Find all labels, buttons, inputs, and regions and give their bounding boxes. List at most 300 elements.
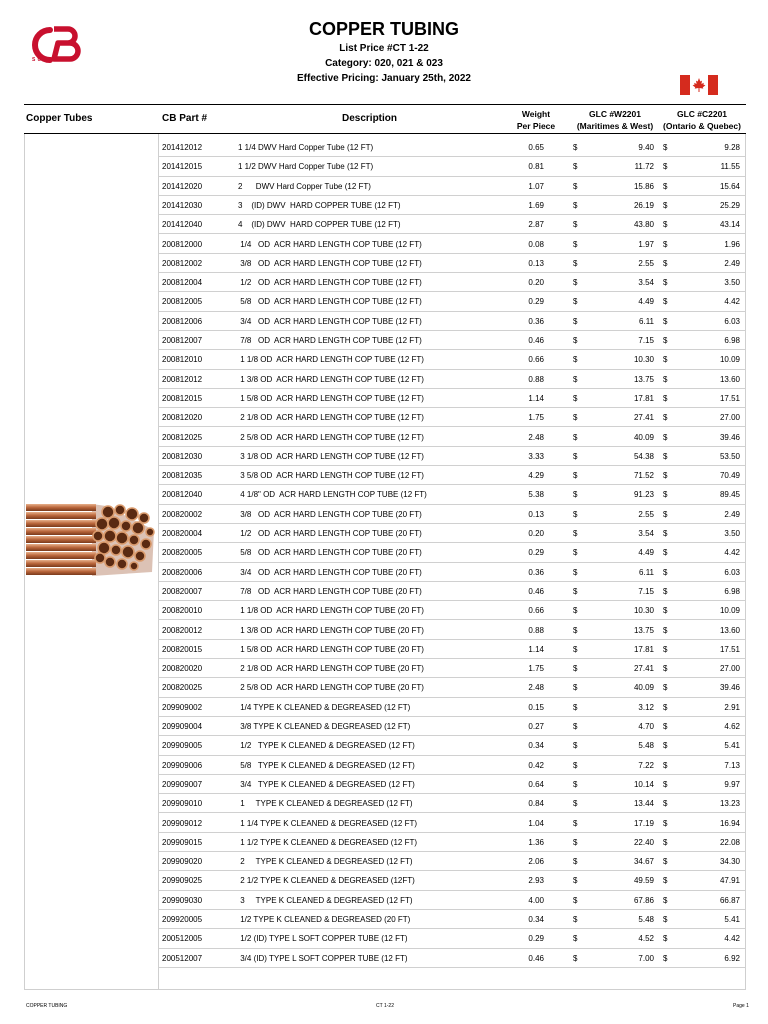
description: 5/8 OD ACR HARD LENGTH COP TUBE (12 FT) [238, 297, 422, 307]
part-number: 200812006 [162, 316, 203, 326]
table-row [0, 640, 768, 659]
currency-sign: $ [663, 413, 668, 423]
currency-sign: $ [573, 934, 578, 944]
weight: 0.29 [528, 548, 544, 558]
part-number: 209909015 [162, 837, 203, 847]
weight: 1.69 [528, 200, 544, 210]
price-west: 1.97 [638, 239, 654, 249]
price-east: 34.30 [719, 857, 740, 867]
column-group: Copper Tubes [26, 113, 93, 124]
table-row [0, 215, 768, 234]
price-east: 10.09 [719, 355, 740, 365]
currency-sign: $ [573, 355, 578, 365]
table-row [0, 814, 768, 833]
part-number: 201412015 [162, 162, 203, 172]
currency-sign: $ [663, 548, 668, 558]
weight: 0.65 [528, 143, 544, 152]
table-row [0, 389, 768, 408]
description: 1 3/8 OD ACR HARD LENGTH COP TUBE (12 FT) [238, 374, 424, 384]
price-west: 13.44 [633, 799, 654, 809]
price-west: 5.48 [638, 915, 654, 924]
currency-sign: $ [573, 432, 578, 442]
description: 1 1/8 OD ACR HARD LENGTH COP TUBE (12 FT) [238, 355, 424, 365]
weight: 0.20 [528, 278, 544, 288]
price-east: 6.03 [724, 316, 740, 326]
price-east: 5.41 [724, 915, 740, 924]
price-east: 4.42 [724, 934, 740, 944]
price-west: 5.48 [638, 741, 654, 751]
price-west: 49.59 [633, 876, 654, 886]
weight: 0.29 [528, 934, 544, 944]
price-east: 15.64 [719, 181, 740, 191]
price-east: 11.55 [720, 162, 740, 172]
price-east: 27.00 [719, 664, 740, 674]
part-number: 209909006 [162, 760, 203, 770]
weight: 0.36 [528, 567, 544, 577]
part-number: 200820010 [162, 606, 203, 616]
part-number: 200820025 [162, 683, 203, 693]
description: 3 1/8 OD ACR HARD LENGTH COP TUBE (12 FT) [238, 451, 424, 461]
price-east: 16.94 [719, 818, 740, 828]
currency-sign: $ [663, 239, 668, 249]
description: 1/4 TYPE K CLEANED & DEGREASED (12 FT) [238, 702, 411, 712]
currency-sign: $ [573, 857, 578, 867]
part-number: 209909025 [162, 876, 203, 886]
table-row [0, 196, 768, 215]
table-row [0, 485, 768, 504]
price-west: 6.11 [639, 567, 654, 577]
table-row [0, 505, 768, 524]
description: 1 5/8 OD ACR HARD LENGTH COP TUBE (12 FT) [238, 393, 424, 403]
part-number: 200812005 [162, 297, 203, 307]
part-number: 200812040 [162, 490, 203, 500]
description: 7/8 OD ACR HARD LENGTH COP TUBE (20 FT) [238, 586, 422, 596]
row-separator [158, 967, 746, 968]
currency-sign: $ [573, 722, 578, 731]
weight: 0.84 [528, 799, 544, 809]
weight: 2.48 [528, 432, 544, 442]
table-row [0, 292, 768, 311]
currency-sign: $ [573, 644, 578, 654]
price-east: 70.49 [719, 471, 740, 481]
part-number: 200812012 [162, 374, 203, 384]
description: 1/2 TYPE K CLEANED & DEGREASED (12 FT) [238, 741, 415, 751]
table-row [0, 736, 768, 755]
description: 1 1/4 DWV Hard Copper Tube (12 FT) [238, 143, 374, 152]
price-east: 25.29 [719, 200, 740, 210]
price-west: 17.81 [633, 393, 654, 403]
weight: 2.87 [528, 220, 544, 230]
weight: 0.20 [528, 529, 544, 538]
category-line: Category: 020, 021 & 023 [325, 58, 443, 69]
weight: 1.04 [528, 818, 544, 828]
weight: 0.15 [528, 702, 544, 712]
column-part: CB Part # [162, 113, 208, 124]
price-west: 71.52 [633, 471, 654, 481]
price-west: 7.22 [638, 760, 654, 770]
weight: 1.75 [528, 413, 544, 423]
part-number: 209909010 [162, 799, 203, 809]
price-east: 2.91 [724, 702, 740, 712]
price-west: 7.00 [638, 953, 654, 963]
currency-sign: $ [663, 799, 668, 809]
currency-sign: $ [573, 702, 578, 712]
description: 2 5/8 OD ACR HARD LENGTH COP TUBE (20 FT) [238, 683, 424, 693]
currency-sign: $ [573, 799, 578, 809]
price-east: 39.46 [719, 683, 740, 693]
price-west: 4.52 [638, 934, 654, 944]
currency-sign: $ [663, 297, 668, 307]
weight: 5.38 [528, 490, 544, 500]
currency-sign: $ [573, 143, 578, 152]
part-number: 200820020 [162, 664, 203, 674]
currency-sign: $ [663, 702, 668, 712]
price-east: 6.98 [724, 336, 740, 345]
currency-sign: $ [573, 239, 578, 249]
column-glc2-line1: GLC #C2201 [676, 109, 728, 119]
currency-sign: $ [573, 258, 578, 268]
weight: 0.64 [528, 779, 544, 789]
table-row [0, 312, 768, 331]
currency-sign: $ [663, 432, 668, 442]
price-east: 6.03 [724, 567, 740, 577]
price-west: 4.49 [638, 297, 654, 307]
price-east: 39.46 [719, 432, 740, 442]
price-west: 3.12 [638, 702, 654, 712]
weight: 1.07 [528, 181, 544, 191]
currency-sign: $ [663, 915, 668, 924]
weight: 1.75 [528, 664, 544, 674]
price-west: 3.54 [638, 529, 654, 538]
list-price: List Price #CT 1-22 [339, 43, 429, 54]
price-west: 13.75 [633, 374, 654, 384]
price-west: 7.15 [638, 586, 654, 596]
description: 1 1/8 OD ACR HARD LENGTH COP TUBE (20 FT) [238, 606, 424, 616]
table-row [0, 891, 768, 910]
currency-sign: $ [663, 760, 668, 770]
description: 2 TYPE K CLEANED & DEGREASED (12 FT) [238, 857, 413, 867]
part-number: 200812020 [162, 413, 203, 423]
description: 5/8 TYPE K CLEANED & DEGREASED (12 FT) [238, 760, 415, 770]
part-number: 209909007 [162, 779, 203, 789]
currency-sign: $ [573, 683, 578, 693]
table-row [0, 582, 768, 601]
currency-sign: $ [663, 278, 668, 288]
part-number: 209909002 [162, 702, 203, 712]
page-title: COPPER TUBING [308, 19, 459, 39]
description: 3/4 OD ACR HARD LENGTH COP TUBE (12 FT) [238, 316, 422, 326]
currency-sign: $ [663, 683, 668, 693]
currency-sign: $ [663, 625, 668, 635]
part-number: 200812002 [162, 258, 203, 268]
price-west: 4.70 [638, 722, 654, 731]
table-row [0, 524, 768, 543]
price-east: 9.28 [724, 143, 740, 152]
currency-sign: $ [573, 567, 578, 577]
logo-subtitle: SUPPLIES [32, 57, 75, 63]
currency-sign: $ [663, 953, 668, 963]
price-east: 22.08 [719, 837, 740, 847]
currency-sign: $ [573, 181, 578, 191]
price-east: 2.49 [724, 258, 740, 268]
currency-sign: $ [663, 722, 668, 731]
description: 1/2 (ID) TYPE L SOFT COPPER TUBE (12 FT) [238, 934, 408, 944]
price-west: 27.41 [633, 664, 654, 674]
header-top-rule [24, 104, 746, 105]
price-east: 4.62 [724, 722, 740, 731]
description: 4 (ID) DWV HARD COPPER TUBE (12 FT) [238, 220, 401, 230]
price-east: 13.23 [719, 799, 740, 809]
currency-sign: $ [573, 818, 578, 828]
price-west: 22.40 [633, 837, 654, 847]
currency-sign: $ [663, 895, 668, 905]
part-number: 200512005 [162, 934, 203, 944]
description: 1 1/2 TYPE K CLEANED & DEGREASED (12 FT) [238, 837, 418, 847]
table-row [0, 756, 768, 775]
header-bottom-rule [24, 133, 746, 134]
price-east: 6.98 [724, 586, 740, 596]
currency-sign: $ [663, 490, 668, 500]
price-west: 11.72 [634, 162, 654, 172]
currency-sign: $ [663, 664, 668, 674]
part-number: 200820007 [162, 586, 203, 596]
part-number: 209920005 [162, 915, 203, 924]
currency-sign: $ [663, 316, 668, 326]
description: 5/8 OD ACR HARD LENGTH COP TUBE (20 FT) [238, 548, 422, 558]
price-east: 13.60 [719, 374, 740, 384]
currency-sign: $ [663, 336, 668, 345]
weight: 3.33 [528, 451, 544, 461]
weight: 0.34 [528, 915, 544, 924]
weight: 0.81 [528, 162, 544, 172]
weight: 0.29 [528, 297, 544, 307]
column-weight [506, 108, 566, 132]
weight: 1.36 [528, 837, 544, 847]
description: 2 DWV Hard Copper Tube (12 FT) [238, 181, 371, 191]
column-glc-w2201 [570, 108, 660, 132]
currency-sign: $ [573, 509, 578, 519]
currency-sign: $ [573, 876, 578, 886]
weight: 0.46 [528, 336, 544, 345]
part-number: 200512007 [162, 953, 203, 963]
part-number: 200812015 [162, 393, 203, 403]
part-number: 200820005 [162, 548, 203, 558]
weight: 0.36 [528, 316, 544, 326]
currency-sign: $ [573, 316, 578, 326]
table-row [0, 659, 768, 678]
part-number: 209909030 [162, 895, 203, 905]
price-east: 17.51 [719, 393, 740, 403]
currency-sign: $ [573, 760, 578, 770]
currency-sign: $ [573, 779, 578, 789]
table-row [0, 717, 768, 736]
table-row [0, 563, 768, 582]
currency-sign: $ [573, 741, 578, 751]
price-west: 6.11 [639, 316, 654, 326]
weight: 0.08 [528, 239, 544, 249]
price-west: 43.80 [633, 220, 654, 230]
table-row [0, 698, 768, 717]
weight: 0.13 [528, 258, 544, 268]
price-east: 7.13 [724, 760, 740, 770]
weight: 1.14 [528, 644, 544, 654]
part-number: 201412020 [162, 181, 203, 191]
price-west: 13.75 [633, 625, 654, 635]
currency-sign: $ [663, 220, 668, 230]
currency-sign: $ [573, 336, 578, 345]
price-east: 2.49 [724, 509, 740, 519]
price-east: 43.14 [719, 220, 740, 230]
price-east: 89.45 [719, 490, 740, 500]
currency-sign: $ [663, 509, 668, 519]
currency-sign: $ [663, 162, 668, 172]
table-row [0, 794, 768, 813]
part-number: 209909012 [162, 818, 203, 828]
price-west: 34.67 [633, 857, 654, 867]
footer-left: COPPER TUBING [26, 1003, 68, 1009]
currency-sign: $ [573, 471, 578, 481]
price-west: 91.23 [633, 490, 654, 500]
price-east: 3.50 [724, 278, 740, 288]
table-bottom-rule [24, 989, 746, 990]
part-number: 200812030 [162, 451, 203, 461]
weight: 0.42 [528, 760, 544, 770]
currency-sign: $ [663, 393, 668, 403]
currency-sign: $ [573, 200, 578, 210]
column-glc-c2201 [660, 108, 744, 132]
currency-sign: $ [663, 143, 668, 152]
currency-sign: $ [573, 278, 578, 288]
price-west: 26.19 [633, 200, 654, 210]
weight: 0.88 [528, 374, 544, 384]
price-west: 9.40 [638, 143, 654, 152]
footer-page: Page 1 [733, 1003, 749, 1009]
description: 3/8 OD ACR HARD LENGTH COP TUBE (12 FT) [238, 258, 422, 268]
currency-sign: $ [663, 606, 668, 616]
weight: 0.13 [528, 509, 544, 519]
effective-date: Effective Pricing: January 25th, 2022 [297, 73, 471, 84]
weight: 4.00 [528, 895, 544, 905]
currency-sign: $ [663, 586, 668, 596]
canada-flag-icon [680, 75, 718, 95]
table-row [0, 775, 768, 794]
part-number: 200812035 [162, 471, 203, 481]
currency-sign: $ [573, 162, 578, 172]
description: 3/8 OD ACR HARD LENGTH COP TUBE (20 FT) [238, 509, 422, 519]
weight: 0.46 [528, 586, 544, 596]
price-west: 40.09 [633, 683, 654, 693]
currency-sign: $ [663, 451, 668, 461]
price-east: 1.96 [724, 239, 740, 249]
weight: 4.29 [528, 471, 544, 481]
description: 3/4 (ID) TYPE L SOFT COPPER TUBE (12 FT) [238, 953, 408, 963]
description: 2 1/8 OD ACR HARD LENGTH COP TUBE (12 FT) [238, 413, 424, 423]
currency-sign: $ [573, 837, 578, 847]
part-number: 200812004 [162, 278, 203, 288]
part-number: 200820004 [162, 529, 203, 538]
weight: 0.27 [528, 722, 544, 731]
description: 3 5/8 OD ACR HARD LENGTH COP TUBE (12 FT) [238, 471, 424, 481]
table-row [0, 331, 768, 350]
column-glc1-line1: GLC #W2201 [589, 109, 641, 119]
weight: 0.88 [528, 625, 544, 635]
currency-sign: $ [663, 741, 668, 751]
price-east: 4.42 [724, 548, 740, 558]
part-number: 200812010 [162, 355, 203, 365]
part-number: 201412030 [162, 200, 203, 210]
part-number: 201412040 [162, 220, 203, 230]
currency-sign: $ [663, 258, 668, 268]
currency-sign: $ [573, 451, 578, 461]
description: 1/2 TYPE K CLEANED & DEGREASED (20 FT) [238, 915, 411, 924]
price-east: 47.91 [719, 876, 740, 886]
table-row [0, 910, 768, 929]
table-row [0, 543, 768, 562]
currency-sign: $ [663, 200, 668, 210]
price-east: 3.50 [724, 529, 740, 538]
currency-sign: $ [573, 606, 578, 616]
table-row [0, 852, 768, 871]
currency-sign: $ [573, 220, 578, 230]
table-row [0, 235, 768, 254]
column-glc1-line2: (Maritimes & West) [576, 121, 654, 131]
currency-sign: $ [663, 818, 668, 828]
table-row [0, 273, 768, 292]
description: 3 (ID) DWV HARD COPPER TUBE (12 FT) [238, 200, 401, 210]
price-east: 27.00 [719, 413, 740, 423]
weight: 0.66 [528, 355, 544, 365]
table-row [0, 929, 768, 948]
table-row [0, 138, 768, 157]
price-east: 9.97 [724, 779, 740, 789]
description: 1 3/8 OD ACR HARD LENGTH COP TUBE (20 FT) [238, 625, 424, 635]
table-row [0, 833, 768, 852]
part-number: 200812007 [162, 336, 203, 345]
price-west: 4.49 [638, 548, 654, 558]
part-number: 200820002 [162, 509, 203, 519]
part-number: 201412012 [162, 143, 203, 152]
column-glc2-line2: (Ontario & Quebec) [663, 121, 741, 131]
part-number: 200812025 [162, 432, 203, 442]
table-row [0, 157, 768, 176]
weight: 2.93 [528, 876, 544, 886]
description: 1/2 OD ACR HARD LENGTH COP TUBE (20 FT) [238, 529, 422, 538]
description: 2 5/8 OD ACR HARD LENGTH COP TUBE (12 FT) [238, 432, 424, 442]
price-east: 6.92 [724, 953, 740, 963]
currency-sign: $ [663, 934, 668, 944]
table-row [0, 177, 768, 196]
price-west: 7.15 [638, 336, 654, 345]
weight: 1.14 [528, 393, 544, 403]
table-row [0, 466, 768, 485]
price-east: 5.41 [724, 741, 740, 751]
column-weight-line1: Weight [521, 109, 551, 119]
description: 2 1/8 OD ACR HARD LENGTH COP TUBE (20 FT) [238, 664, 424, 674]
currency-sign: $ [573, 664, 578, 674]
table-row [0, 621, 768, 640]
currency-sign: $ [573, 374, 578, 384]
footer-center: CT 1-22 [376, 1003, 394, 1009]
currency-sign: $ [663, 374, 668, 384]
price-west: 40.09 [633, 432, 654, 442]
description: 1 5/8 OD ACR HARD LENGTH COP TUBE (20 FT) [238, 644, 424, 654]
price-west: 54.38 [633, 451, 654, 461]
price-west: 17.19 [633, 818, 654, 828]
price-west: 10.30 [633, 355, 654, 365]
weight: 0.66 [528, 606, 544, 616]
description: 3/4 TYPE K CLEANED & DEGREASED (12 FT) [238, 779, 415, 789]
description: 3/4 OD ACR HARD LENGTH COP TUBE (20 FT) [238, 567, 422, 577]
